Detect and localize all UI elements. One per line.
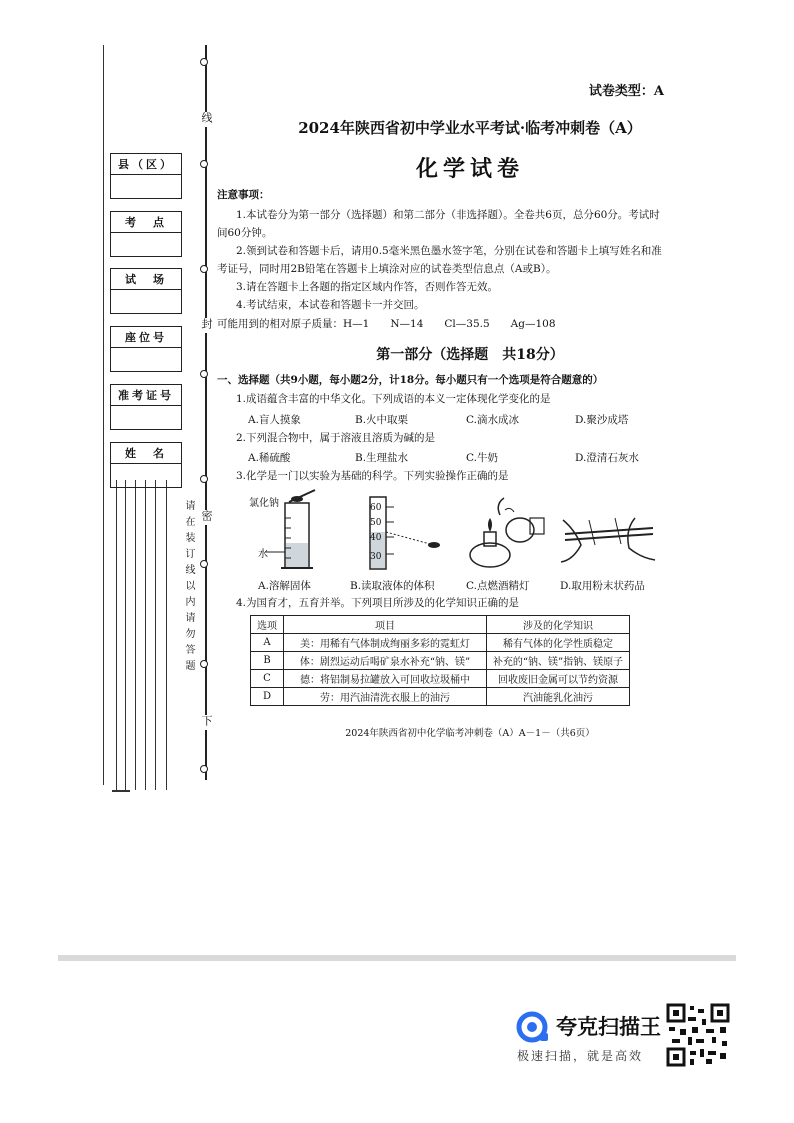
part1-title: 第一部分（选择题 共18分） — [376, 347, 564, 363]
notes-item: 3.请在答题卡上各题的指定区域内作答，否则作答无效。 — [236, 281, 499, 293]
figure-light-alcohol-lamp — [460, 490, 550, 572]
page-footer: 2024年陕西省初中化学临考冲刺卷（A）A－1－（共6页） — [345, 728, 595, 739]
field-exam-room: 试 场 — [110, 268, 182, 314]
q3-option: D.取用粉末状药品 — [560, 580, 645, 592]
margin-line — [155, 480, 156, 790]
table-cell: 德：将铝制易拉罐放入可回收垃圾桶中 — [284, 670, 487, 688]
binding-hole — [200, 265, 208, 273]
margin-line — [145, 480, 146, 790]
q2-stem: 2.下列混合物中，属于溶液且溶质为碱的是 — [236, 432, 436, 444]
table-row — [251, 688, 630, 706]
scale-tick: 40 — [370, 533, 382, 543]
scanner-logo-icon — [516, 1011, 550, 1043]
table-cell: 劳：用汽油清洗衣服上的油污 — [284, 688, 487, 706]
q1-stem: 1.成语蕴含丰富的中华文化。下列成语的本义一定体现化学变化的是 — [236, 393, 551, 405]
field-name: 姓 名 — [110, 442, 182, 488]
q3-option: A.溶解固体 — [258, 580, 311, 592]
page-divider — [58, 955, 736, 961]
binding-hole — [200, 370, 208, 378]
q2-option: C.牛奶 — [466, 452, 498, 464]
q1-option: D.聚沙成塔 — [575, 414, 629, 426]
q4-stem: 4.为国育才，五育并举。下列项目所涉及的化学知识正确的是 — [236, 597, 520, 609]
q3-option: B.读取液体的体积 — [350, 580, 435, 592]
q3-option: C.点燃酒精灯 — [466, 580, 530, 592]
binding-hole — [200, 660, 208, 668]
binding-hole — [200, 560, 208, 568]
label-water: 水 — [258, 549, 268, 560]
table-cell: B — [251, 652, 284, 670]
q2-option: A.稀硫酸 — [248, 452, 291, 464]
scanner-name: 夸克扫描王 — [556, 1015, 661, 1039]
scanner-slogan: 极速扫描，就是高效 — [517, 1049, 644, 1063]
exam-title: 2024年陕西省初中学业水平考试·临考冲刺卷（A） — [298, 119, 642, 137]
margin-line — [166, 480, 167, 790]
table-cell: 美：用稀有气体制成绚丽多彩的霓虹灯 — [284, 634, 487, 652]
q3-stem: 3.化学是一门以实验为基础的科学。下列实验操作正确的是 — [236, 470, 509, 482]
scale-tick: 60 — [370, 503, 382, 513]
notes-item: 考证号，同时用2B铅笔在答题卡上填涂对应的试卷类型信息点（A或B）。 — [217, 263, 557, 275]
table-cell: 体：剧烈运动后喝矿泉水补充“钠、镁” — [284, 652, 487, 670]
binding-hole — [200, 58, 208, 66]
field-seat-number: 座位号 — [110, 326, 182, 372]
notes-item: 1.本试卷分为第一部分（选择题）和第二部分（非选择题）。全卷共6页，总分60分。考试时 — [236, 209, 660, 221]
part1-instruction: 一、选择题（共9小题，每小题2分，计18分。每小题只有一个选项是符合题意的） — [217, 374, 604, 386]
no-answer-warning: 请在装订线以内请勿答题 — [183, 500, 194, 676]
table-header: 项目 — [284, 616, 487, 634]
subject-title: 化学试卷 — [415, 156, 524, 182]
margin-line — [116, 480, 117, 790]
binding-hole — [200, 160, 208, 168]
cut-line-char: 封 — [200, 318, 213, 333]
table-cell: C — [251, 670, 284, 688]
q2-option: D.澄清石灰水 — [575, 452, 639, 464]
scale-tick: 30 — [370, 552, 382, 562]
field-exam-site: 考 点 — [110, 211, 182, 257]
cut-line-char: 线 — [200, 112, 213, 127]
q2-option: B.生理盐水 — [355, 452, 409, 464]
margin-line — [125, 480, 126, 790]
figure-take-powder — [555, 500, 660, 565]
margin-mark — [112, 790, 130, 792]
field-county: 县（区） — [110, 153, 182, 199]
table-cell: 稀有气体的化学性质稳定 — [487, 634, 630, 652]
table-row — [251, 652, 630, 670]
notes-item: 间60分钟。 — [217, 227, 273, 239]
margin-line — [135, 480, 136, 790]
margin-line — [103, 45, 104, 785]
table-cell: 回收废旧金属可以节约资源 — [487, 670, 630, 688]
table-cell: A — [251, 634, 284, 652]
q1-option: A.盲人摸象 — [248, 414, 301, 426]
field-admission-number: 准考证号 — [110, 384, 182, 430]
binding-hole — [200, 475, 208, 483]
paper-type: 试卷类型：A — [588, 84, 664, 99]
atomic-mass: 可能用到的相对原子质量：H—1 N—14 Cl—35.5 Ag—108 — [217, 318, 556, 330]
notes-item: 4.考试结束，本试卷和答题卡一并交回。 — [236, 299, 425, 311]
table-row — [251, 634, 630, 652]
scale-tick: 50 — [370, 518, 382, 528]
label-nacl: 氯化钠 — [249, 498, 279, 509]
qr-code-icon — [666, 1003, 730, 1067]
table-cell: 补充的“钠、镁”指钠、镁原子 — [487, 652, 630, 670]
notes-heading: 注意事项： — [217, 189, 270, 201]
binding-hole — [200, 765, 208, 773]
q4-table — [250, 615, 630, 706]
notes-item: 2.领到试卷和答题卡后，请用0.5毫米黑色墨水签字笔，分别在试卷和答题卡上填写姓名和准 — [236, 245, 662, 257]
figure-read-volume — [350, 492, 450, 572]
q1-option: B.火中取栗 — [355, 414, 409, 426]
cut-line-char: 密 — [200, 510, 213, 525]
cut-line-char: 下 — [200, 715, 213, 730]
q1-option: C.滴水成冰 — [466, 414, 519, 426]
table-row — [251, 670, 630, 688]
table-row — [251, 616, 630, 634]
binding-line — [205, 45, 207, 780]
table-header: 涉及的化学知识 — [487, 616, 630, 634]
table-cell: 汽油能乳化油污 — [487, 688, 630, 706]
table-header: 选项 — [251, 616, 284, 634]
table-cell: D — [251, 688, 284, 706]
